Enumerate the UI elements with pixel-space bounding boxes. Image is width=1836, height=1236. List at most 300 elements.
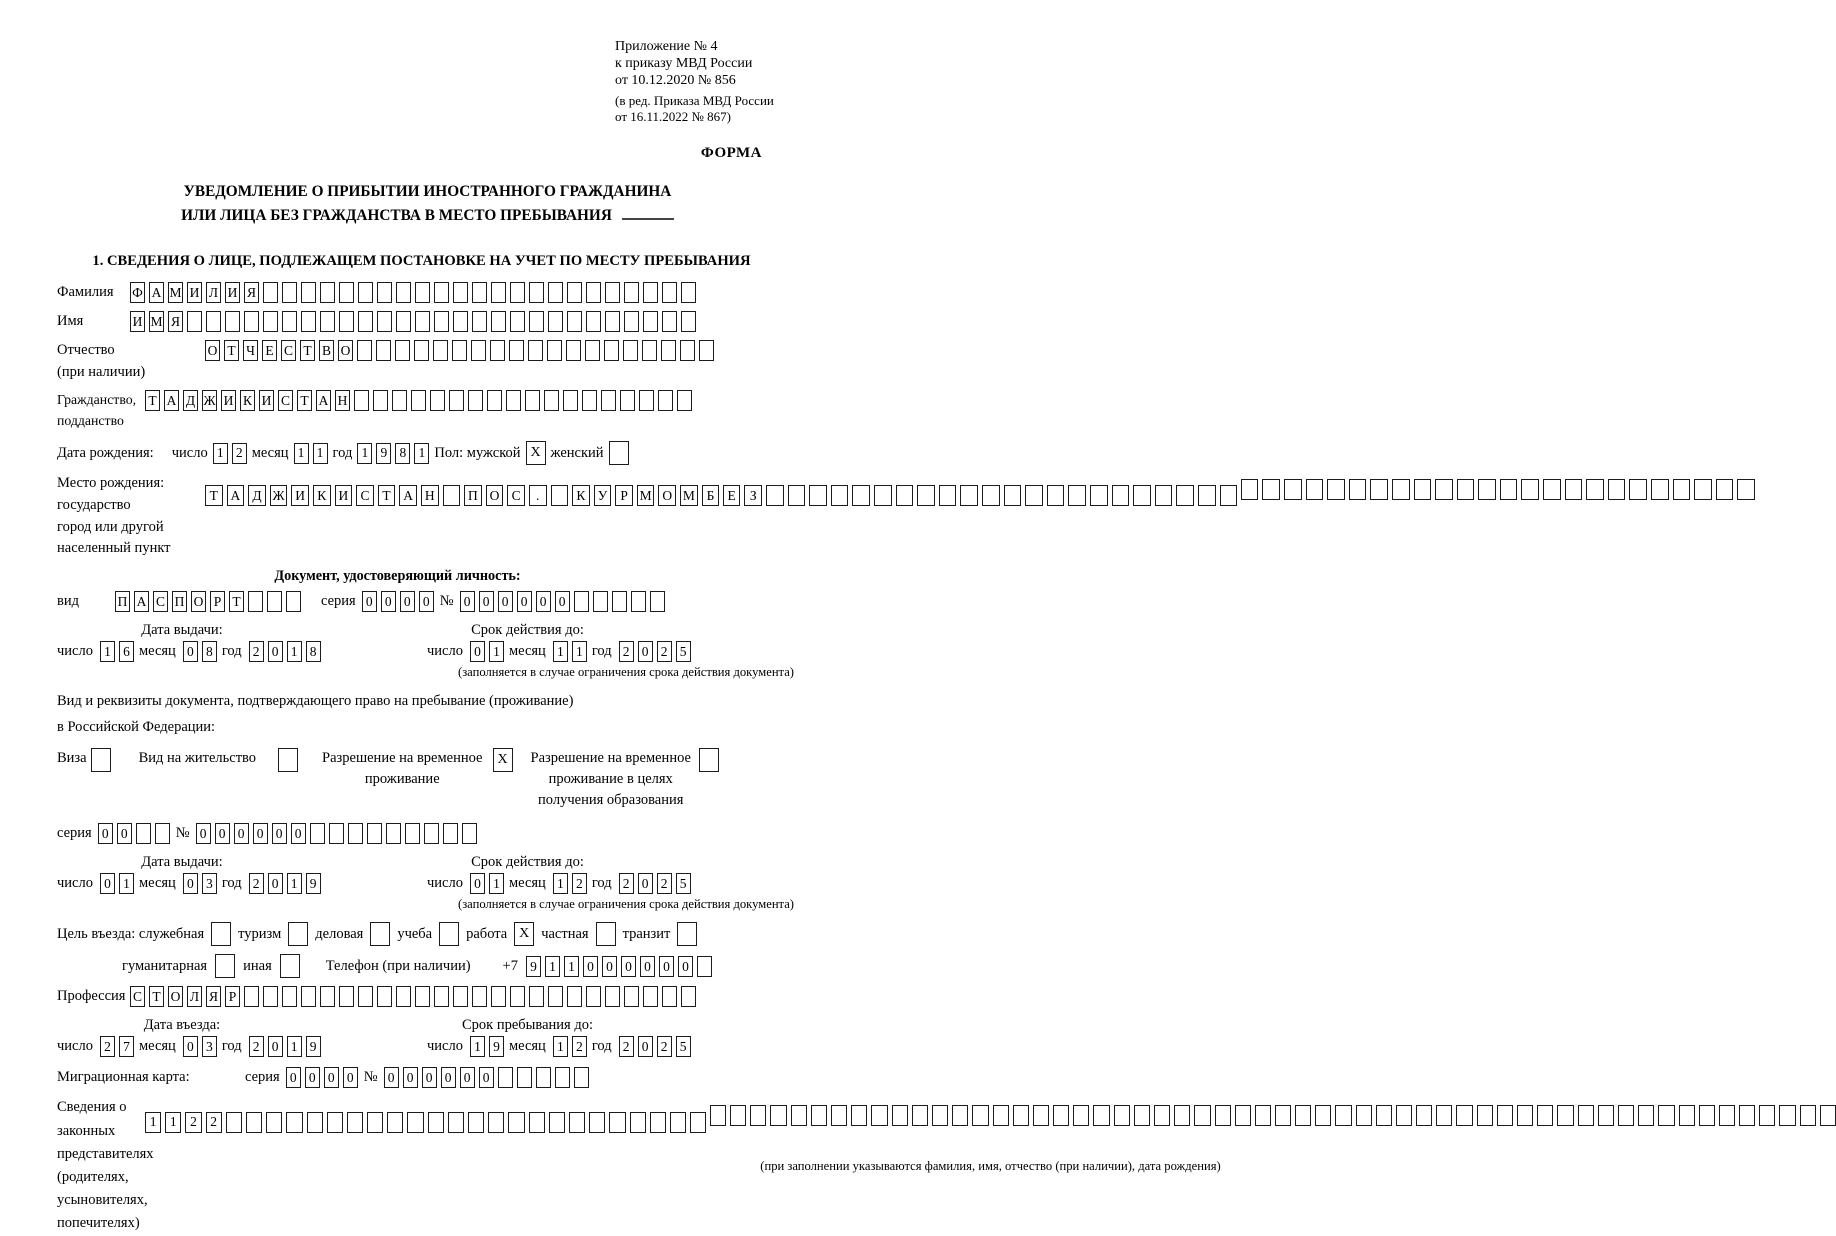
char-box[interactable]: [1275, 1105, 1291, 1126]
char-box[interactable]: [301, 311, 316, 332]
char-box[interactable]: [1025, 485, 1043, 506]
char-box[interactable]: [396, 311, 411, 332]
char-box[interactable]: [1114, 1105, 1130, 1126]
char-box[interactable]: [1155, 485, 1173, 506]
char-box[interactable]: 0: [621, 956, 636, 977]
char-box[interactable]: 1: [414, 443, 429, 464]
char-box[interactable]: [225, 311, 240, 332]
char-box[interactable]: [1737, 479, 1755, 500]
char-box[interactable]: 1: [287, 873, 302, 894]
char-box[interactable]: [1068, 485, 1086, 506]
char-box[interactable]: [1537, 1105, 1553, 1126]
char-box[interactable]: [643, 986, 658, 1007]
char-box[interactable]: [434, 986, 449, 1007]
char-box[interactable]: К: [572, 485, 590, 506]
char-box[interactable]: [1716, 479, 1734, 500]
char-box[interactable]: [367, 823, 382, 844]
char-box[interactable]: 0: [381, 591, 396, 612]
char-box[interactable]: [1327, 479, 1345, 500]
char-box[interactable]: [443, 485, 461, 506]
char-box[interactable]: [1174, 1105, 1190, 1126]
doc-series-boxes[interactable]: [362, 591, 434, 612]
char-box[interactable]: [491, 311, 506, 332]
char-box[interactable]: 0: [678, 956, 693, 977]
visa-checkbox[interactable]: [91, 748, 111, 772]
char-box[interactable]: 0: [419, 591, 434, 612]
char-box[interactable]: 8: [306, 641, 321, 662]
char-box[interactable]: 1: [489, 641, 504, 662]
char-box[interactable]: [373, 390, 388, 411]
char-box[interactable]: 1: [313, 443, 328, 464]
char-box[interactable]: [912, 1105, 928, 1126]
purpose-study-checkbox[interactable]: [439, 922, 459, 946]
char-box[interactable]: [415, 311, 430, 332]
char-box[interactable]: [226, 1112, 242, 1133]
char-box[interactable]: [491, 986, 506, 1007]
char-box[interactable]: [244, 986, 259, 1007]
char-box[interactable]: [377, 986, 392, 1007]
char-box[interactable]: 2: [572, 873, 587, 894]
char-box[interactable]: [136, 823, 151, 844]
char-box[interactable]: [1255, 1105, 1271, 1126]
char-box[interactable]: [750, 1105, 766, 1126]
char-box[interactable]: 9: [306, 1036, 321, 1057]
char-box[interactable]: [567, 986, 582, 1007]
char-box[interactable]: [809, 485, 827, 506]
char-box[interactable]: 0: [98, 823, 113, 844]
char-box[interactable]: О: [205, 340, 220, 361]
char-box[interactable]: [1658, 1105, 1674, 1126]
char-box[interactable]: [630, 1112, 646, 1133]
char-box[interactable]: [1739, 1105, 1755, 1126]
char-box[interactable]: 0: [183, 873, 198, 894]
char-box[interactable]: [730, 1105, 746, 1126]
char-box[interactable]: 0: [272, 823, 287, 844]
char-box[interactable]: [377, 282, 392, 303]
char-box[interactable]: Ж: [202, 390, 217, 411]
stay-year-boxes[interactable]: [619, 1036, 691, 1057]
char-box[interactable]: [472, 311, 487, 332]
char-box[interactable]: 1: [213, 443, 228, 464]
char-box[interactable]: [392, 390, 407, 411]
char-box[interactable]: [1215, 1105, 1231, 1126]
char-box[interactable]: [415, 986, 430, 1007]
char-box[interactable]: [642, 340, 657, 361]
char-box[interactable]: [569, 1112, 585, 1133]
char-box[interactable]: [1154, 1105, 1170, 1126]
char-box[interactable]: Р: [225, 986, 240, 1007]
char-box[interactable]: Д: [248, 485, 266, 506]
char-box[interactable]: В: [319, 340, 334, 361]
char-box[interactable]: [811, 1105, 827, 1126]
char-box[interactable]: [377, 311, 392, 332]
char-box[interactable]: [1679, 1105, 1695, 1126]
char-box[interactable]: Т: [229, 591, 244, 612]
char-box[interactable]: [282, 311, 297, 332]
entry-year-boxes[interactable]: [249, 1036, 321, 1057]
char-box[interactable]: 0: [215, 823, 230, 844]
char-box[interactable]: [650, 1112, 666, 1133]
char-box[interactable]: А: [149, 282, 164, 303]
char-box[interactable]: [1315, 1105, 1331, 1126]
char-box[interactable]: [301, 986, 316, 1007]
char-box[interactable]: С: [356, 485, 374, 506]
char-box[interactable]: Л: [206, 282, 221, 303]
char-box[interactable]: [620, 390, 635, 411]
char-box[interactable]: [1497, 1105, 1513, 1126]
stay-month-boxes[interactable]: [553, 1036, 587, 1057]
char-box[interactable]: [1759, 1105, 1775, 1126]
char-box[interactable]: С: [507, 485, 525, 506]
char-box[interactable]: Ч: [243, 340, 258, 361]
char-box[interactable]: [339, 986, 354, 1007]
char-box[interactable]: [1638, 1105, 1654, 1126]
char-box[interactable]: [1416, 1105, 1432, 1126]
entry-month-boxes[interactable]: [183, 1036, 217, 1057]
char-box[interactable]: [662, 311, 677, 332]
char-box[interactable]: [993, 1105, 1009, 1126]
stay-day-boxes[interactable]: [470, 1036, 504, 1057]
char-box[interactable]: [414, 340, 429, 361]
char-box[interactable]: [244, 311, 259, 332]
entry-day-boxes[interactable]: [100, 1036, 134, 1057]
char-box[interactable]: [697, 956, 712, 977]
char-box[interactable]: П: [464, 485, 482, 506]
char-box[interactable]: [1517, 1105, 1533, 1126]
char-box[interactable]: [960, 485, 978, 506]
char-box[interactable]: [601, 390, 616, 411]
char-box[interactable]: [851, 1105, 867, 1126]
char-box[interactable]: [430, 390, 445, 411]
char-box[interactable]: [453, 986, 468, 1007]
char-box[interactable]: Н: [421, 485, 439, 506]
char-box[interactable]: [605, 282, 620, 303]
char-box[interactable]: Р: [615, 485, 633, 506]
char-box[interactable]: 2: [619, 641, 634, 662]
char-box[interactable]: [639, 390, 654, 411]
char-box[interactable]: Я: [206, 986, 221, 1007]
char-box[interactable]: [1435, 479, 1453, 500]
birth-place-boxes-3[interactable]: [1241, 479, 1755, 500]
surname-boxes[interactable]: [130, 282, 696, 303]
char-box[interactable]: [529, 986, 544, 1007]
char-box[interactable]: [320, 311, 335, 332]
char-box[interactable]: [1719, 1105, 1735, 1126]
char-box[interactable]: [643, 282, 658, 303]
char-box[interactable]: [574, 591, 589, 612]
char-box[interactable]: [650, 591, 665, 612]
char-box[interactable]: [1543, 479, 1561, 500]
char-box[interactable]: [472, 282, 487, 303]
representatives-boxes-1[interactable]: [145, 1112, 706, 1133]
char-box[interactable]: 0: [638, 873, 653, 894]
char-box[interactable]: М: [680, 485, 698, 506]
char-box[interactable]: [662, 282, 677, 303]
char-box[interactable]: [263, 282, 278, 303]
char-box[interactable]: [286, 591, 301, 612]
char-box[interactable]: [555, 1067, 570, 1088]
char-box[interactable]: [548, 311, 563, 332]
char-box[interactable]: [896, 485, 914, 506]
char-box[interactable]: 0: [100, 873, 115, 894]
char-box[interactable]: [1586, 479, 1604, 500]
char-box[interactable]: 1: [357, 443, 372, 464]
purpose-tourism-checkbox[interactable]: [288, 922, 308, 946]
char-box[interactable]: [1220, 485, 1238, 506]
char-box[interactable]: [386, 823, 401, 844]
char-box[interactable]: [320, 282, 335, 303]
char-box[interactable]: 0: [583, 956, 598, 977]
char-box[interactable]: 0: [659, 956, 674, 977]
char-box[interactable]: [1093, 1105, 1109, 1126]
char-box[interactable]: С: [130, 986, 145, 1007]
valid-month-boxes[interactable]: [553, 641, 587, 662]
char-box[interactable]: [395, 340, 410, 361]
char-box[interactable]: [462, 823, 477, 844]
char-box[interactable]: 1: [287, 1036, 302, 1057]
char-box[interactable]: [574, 1067, 589, 1088]
char-box[interactable]: [586, 282, 601, 303]
char-box[interactable]: [263, 986, 278, 1007]
char-box[interactable]: 0: [400, 591, 415, 612]
char-box[interactable]: 1: [553, 641, 568, 662]
char-box[interactable]: 2: [657, 641, 672, 662]
char-box[interactable]: [488, 1112, 504, 1133]
doc-number-boxes[interactable]: [460, 591, 665, 612]
char-box[interactable]: [670, 1112, 686, 1133]
char-box[interactable]: 0: [268, 1036, 283, 1057]
char-box[interactable]: [490, 340, 505, 361]
char-box[interactable]: [1779, 1105, 1795, 1126]
char-box[interactable]: 1: [545, 956, 560, 977]
char-box[interactable]: 0: [470, 873, 485, 894]
char-box[interactable]: 5: [676, 641, 691, 662]
purpose-business-checkbox[interactable]: [370, 922, 390, 946]
char-box[interactable]: [624, 311, 639, 332]
char-box[interactable]: [658, 390, 673, 411]
char-box[interactable]: Т: [149, 986, 164, 1007]
char-box[interactable]: [982, 485, 1000, 506]
char-box[interactable]: И: [187, 282, 202, 303]
char-box[interactable]: 1: [119, 873, 134, 894]
char-box[interactable]: [624, 986, 639, 1007]
char-box[interactable]: 0: [117, 823, 132, 844]
char-box[interactable]: [1134, 1105, 1150, 1126]
char-box[interactable]: Я: [168, 311, 183, 332]
char-box[interactable]: [1376, 1105, 1392, 1126]
char-box[interactable]: К: [313, 485, 331, 506]
char-box[interactable]: [415, 282, 430, 303]
residence-valid-day-boxes[interactable]: [470, 873, 504, 894]
char-box[interactable]: [433, 340, 448, 361]
birth-month-boxes[interactable]: [294, 443, 328, 464]
char-box[interactable]: [1053, 1105, 1069, 1126]
purpose-service-checkbox[interactable]: [211, 922, 231, 946]
char-box[interactable]: [586, 986, 601, 1007]
char-box[interactable]: [1198, 485, 1216, 506]
char-box[interactable]: П: [115, 591, 130, 612]
char-box[interactable]: [367, 1112, 383, 1133]
char-box[interactable]: [1047, 485, 1065, 506]
char-box[interactable]: [509, 340, 524, 361]
char-box[interactable]: [510, 986, 525, 1007]
char-box[interactable]: [874, 485, 892, 506]
purpose-transit-checkbox[interactable]: [677, 922, 697, 946]
char-box[interactable]: Л: [187, 986, 202, 1007]
char-box[interactable]: [605, 986, 620, 1007]
char-box[interactable]: [1349, 479, 1367, 500]
char-box[interactable]: [1521, 479, 1539, 500]
char-box[interactable]: Н: [335, 390, 350, 411]
char-box[interactable]: [517, 1067, 532, 1088]
char-box[interactable]: 1: [572, 641, 587, 662]
char-box[interactable]: .: [529, 485, 547, 506]
birth-place-boxes-2[interactable]: [723, 485, 1237, 506]
char-box[interactable]: 0: [268, 873, 283, 894]
phone-boxes[interactable]: [526, 956, 712, 977]
char-box[interactable]: [491, 282, 506, 303]
gender-male-checkbox[interactable]: X: [526, 441, 546, 465]
char-box[interactable]: 5: [676, 873, 691, 894]
issue-year-boxes[interactable]: [249, 641, 321, 662]
char-box[interactable]: С: [281, 340, 296, 361]
char-box[interactable]: 2: [249, 641, 264, 662]
char-box[interactable]: [434, 311, 449, 332]
char-box[interactable]: 2: [100, 1036, 115, 1057]
patronymic-boxes[interactable]: [205, 340, 714, 361]
char-box[interactable]: [1618, 1105, 1634, 1126]
char-box[interactable]: Ж: [270, 485, 288, 506]
char-box[interactable]: Т: [297, 390, 312, 411]
char-box[interactable]: [677, 390, 692, 411]
char-box[interactable]: [301, 282, 316, 303]
char-box[interactable]: [1477, 1105, 1493, 1126]
char-box[interactable]: Ф: [130, 282, 145, 303]
char-box[interactable]: [1090, 485, 1108, 506]
char-box[interactable]: 6: [119, 641, 134, 662]
char-box[interactable]: 1: [165, 1112, 181, 1133]
char-box[interactable]: 0: [183, 1036, 198, 1057]
char-box[interactable]: [631, 591, 646, 612]
char-box[interactable]: [681, 282, 696, 303]
char-box[interactable]: 0: [536, 591, 551, 612]
char-box[interactable]: [510, 282, 525, 303]
char-box[interactable]: М: [168, 282, 183, 303]
char-box[interactable]: [1335, 1105, 1351, 1126]
char-box[interactable]: [357, 340, 372, 361]
char-box[interactable]: [699, 340, 714, 361]
char-box[interactable]: 0: [384, 1067, 399, 1088]
residence-series-boxes[interactable]: [98, 823, 170, 844]
char-box[interactable]: [1284, 479, 1302, 500]
char-box[interactable]: О: [486, 485, 504, 506]
char-box[interactable]: 2: [249, 873, 264, 894]
char-box[interactable]: [358, 986, 373, 1007]
char-box[interactable]: И: [221, 390, 236, 411]
char-box[interactable]: [892, 1105, 908, 1126]
char-box[interactable]: Е: [723, 485, 741, 506]
char-box[interactable]: [1112, 485, 1130, 506]
char-box[interactable]: [549, 1112, 565, 1133]
char-box[interactable]: [831, 1105, 847, 1126]
residence-number-boxes[interactable]: [196, 823, 477, 844]
char-box[interactable]: А: [399, 485, 417, 506]
char-box[interactable]: Е: [262, 340, 277, 361]
char-box[interactable]: Т: [145, 390, 160, 411]
char-box[interactable]: 0: [640, 956, 655, 977]
char-box[interactable]: 1: [470, 1036, 485, 1057]
char-box[interactable]: Д: [183, 390, 198, 411]
char-box[interactable]: 0: [638, 1036, 653, 1057]
char-box[interactable]: [852, 485, 870, 506]
char-box[interactable]: [939, 485, 957, 506]
char-box[interactable]: [1306, 479, 1324, 500]
char-box[interactable]: [354, 390, 369, 411]
char-box[interactable]: [155, 823, 170, 844]
purpose-private-checkbox[interactable]: [596, 922, 616, 946]
char-box[interactable]: [1004, 485, 1022, 506]
char-box[interactable]: 0: [286, 1067, 301, 1088]
char-box[interactable]: [952, 1105, 968, 1126]
char-box[interactable]: [282, 282, 297, 303]
char-box[interactable]: 8: [202, 641, 217, 662]
char-box[interactable]: [339, 282, 354, 303]
char-box[interactable]: [267, 591, 282, 612]
char-box[interactable]: [348, 823, 363, 844]
char-box[interactable]: [508, 1112, 524, 1133]
char-box[interactable]: [1694, 479, 1712, 500]
char-box[interactable]: [376, 340, 391, 361]
char-box[interactable]: 0: [470, 641, 485, 662]
char-box[interactable]: [567, 311, 582, 332]
char-box[interactable]: [1699, 1105, 1715, 1126]
char-box[interactable]: [567, 282, 582, 303]
issue-month-boxes[interactable]: [183, 641, 217, 662]
char-box[interactable]: Я: [244, 282, 259, 303]
char-box[interactable]: [434, 282, 449, 303]
char-box[interactable]: [1457, 479, 1475, 500]
char-box[interactable]: 2: [572, 1036, 587, 1057]
char-box[interactable]: [506, 390, 521, 411]
char-box[interactable]: [593, 591, 608, 612]
char-box[interactable]: [917, 485, 935, 506]
migration-series-boxes[interactable]: [286, 1067, 358, 1088]
char-box[interactable]: [681, 311, 696, 332]
char-box[interactable]: [472, 986, 487, 1007]
char-box[interactable]: [609, 1112, 625, 1133]
residence-valid-month-boxes[interactable]: [553, 873, 587, 894]
gender-female-checkbox[interactable]: [609, 441, 629, 465]
char-box[interactable]: О: [191, 591, 206, 612]
char-box[interactable]: 1: [294, 443, 309, 464]
char-box[interactable]: [612, 591, 627, 612]
char-box[interactable]: [358, 282, 373, 303]
char-box[interactable]: [1396, 1105, 1412, 1126]
char-box[interactable]: П: [172, 591, 187, 612]
char-box[interactable]: 8: [395, 443, 410, 464]
char-box[interactable]: З: [744, 485, 762, 506]
char-box[interactable]: [766, 485, 784, 506]
char-box[interactable]: [468, 390, 483, 411]
char-box[interactable]: [1436, 1105, 1452, 1126]
char-box[interactable]: 2: [619, 873, 634, 894]
migration-number-boxes[interactable]: [384, 1067, 589, 1088]
char-box[interactable]: Т: [378, 485, 396, 506]
char-box[interactable]: 2: [206, 1112, 222, 1133]
residence-permit-checkbox[interactable]: [278, 748, 298, 772]
valid-year-boxes[interactable]: [619, 641, 691, 662]
char-box[interactable]: [932, 1105, 948, 1126]
